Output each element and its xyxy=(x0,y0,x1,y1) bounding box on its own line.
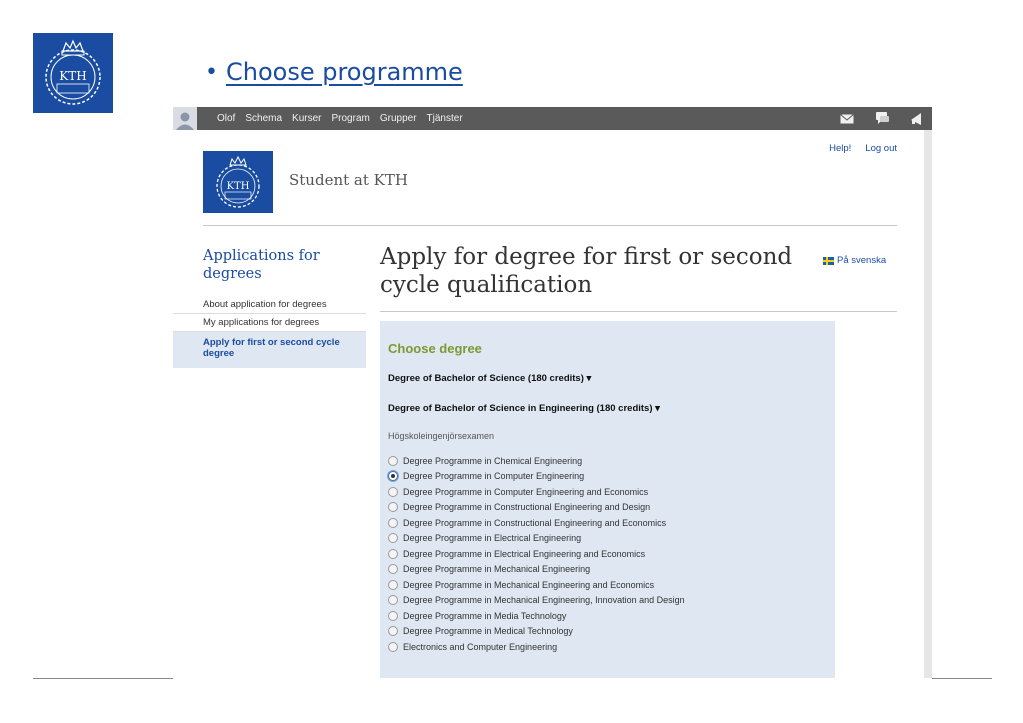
personal-menu-items xyxy=(217,113,473,124)
choose-degree-panel xyxy=(380,321,835,678)
programme-option-label: Degree Programme in Constructional Engineering and Economics xyxy=(403,517,667,528)
programme-option-label: Degree Programme in Electrical Engineering xyxy=(403,533,582,544)
radio-button[interactable] xyxy=(388,580,398,590)
radio-button[interactable] xyxy=(388,564,398,574)
header-links xyxy=(815,143,897,154)
programme-option-label: Degree Programme in Mechanical Engineering and Economics xyxy=(403,579,655,590)
radio-button[interactable] xyxy=(388,549,398,559)
browser-screenshot xyxy=(173,107,932,678)
programme-option[interactable] xyxy=(388,515,685,531)
radio-button[interactable] xyxy=(388,611,398,621)
sidebar-item-about[interactable]: About application for degrees xyxy=(173,296,366,314)
programme-option-label: Degree Programme in Mechanical Engineering xyxy=(403,564,591,575)
radio-button[interactable] xyxy=(388,502,398,512)
programme-option-label: Degree Programme in Computer Engineering and Economics xyxy=(403,486,649,497)
notifications-icon[interactable] xyxy=(908,112,926,126)
svg-text:KTH: KTH xyxy=(59,69,87,83)
page-title: Apply for degree for first or second cycle qualification xyxy=(380,244,793,298)
mail-icon[interactable] xyxy=(838,112,856,126)
programme-option[interactable] xyxy=(388,639,685,655)
programme-option[interactable] xyxy=(388,484,685,500)
programme-option[interactable] xyxy=(388,546,685,562)
radio-button[interactable] xyxy=(388,456,398,466)
kth-logo xyxy=(33,33,113,113)
programme-options xyxy=(388,453,685,655)
programme-option-label: Degree Programme in Medical Technology xyxy=(403,626,573,637)
degree-bachelor-science-toggle[interactable]: Degree of Bachelor of Science (180 credits) ▾ xyxy=(388,373,592,384)
programme-option[interactable] xyxy=(388,531,685,547)
footer-rule-left xyxy=(33,678,173,679)
radio-button[interactable] xyxy=(388,533,398,543)
menu-item-olof[interactable]: Olof xyxy=(217,113,236,124)
menu-item-grupper[interactable]: Grupper xyxy=(379,113,417,124)
programme-option[interactable] xyxy=(388,469,685,485)
personal-menu-bar xyxy=(173,107,932,130)
site-title: Student at KTH xyxy=(289,171,408,189)
programme-option[interactable] xyxy=(388,608,685,624)
radio-button[interactable] xyxy=(388,471,398,481)
programme-option-label: Electronics and Computer Engineering xyxy=(403,641,558,652)
programme-option-label: Degree Programme in Electrical Engineering and Economics xyxy=(403,548,646,559)
programme-option[interactable] xyxy=(388,562,685,578)
sidebar-item-apply[interactable]: Apply for first or second cycle degree xyxy=(173,332,366,368)
programme-option-label: Degree Programme in Media Technology xyxy=(403,610,567,621)
topbar-icons xyxy=(821,107,926,130)
programme-option-label: Degree Programme in Mechanical Engineering, Innovation and Design xyxy=(403,595,685,606)
site-kth-logo[interactable] xyxy=(203,151,273,213)
programme-option[interactable] xyxy=(388,593,685,609)
title-divider xyxy=(380,311,897,312)
slide-title-row xyxy=(205,58,463,86)
degree-subtitle: Högskoleingenjörsexamen xyxy=(388,431,495,441)
programme-option[interactable] xyxy=(388,624,685,640)
chat-icon[interactable] xyxy=(873,112,891,126)
footer-rule-right xyxy=(932,678,992,679)
programme-option[interactable] xyxy=(388,577,685,593)
language-link-label: På svenska xyxy=(837,255,887,266)
sidebar-item-my-applications[interactable]: My applications for degrees xyxy=(173,314,366,332)
help-link[interactable]: Help! xyxy=(829,143,852,154)
programme-option-label: Degree Programme in Chemical Engineering xyxy=(403,455,583,466)
programme-option[interactable] xyxy=(388,500,685,516)
bullet: • xyxy=(205,59,218,85)
logout-link[interactable]: Log out xyxy=(865,143,897,154)
menu-item-schema[interactable]: Schema xyxy=(245,113,283,124)
panel-heading: Choose degree xyxy=(388,341,482,356)
programme-option-label: Degree Programme in Constructional Engineering and Design xyxy=(403,502,651,513)
sidebar-nav xyxy=(173,296,366,368)
radio-button[interactable] xyxy=(388,626,398,636)
swedish-flag-icon xyxy=(823,257,834,265)
programme-option-label: Degree Programme in Computer Engineering xyxy=(403,471,585,482)
radio-button[interactable] xyxy=(388,595,398,605)
sidebar-heading[interactable]: Applications for degrees xyxy=(203,248,320,282)
radio-button[interactable] xyxy=(388,518,398,528)
radio-button[interactable] xyxy=(388,487,398,497)
menu-item-kurser[interactable]: Kurser xyxy=(292,113,322,124)
programme-option[interactable] xyxy=(388,453,685,469)
menu-item-program[interactable]: Program xyxy=(331,113,370,124)
header-divider xyxy=(203,225,897,226)
language-link[interactable] xyxy=(823,255,886,266)
avatar[interactable] xyxy=(173,107,197,130)
svg-text:KTH: KTH xyxy=(226,181,250,192)
radio-button[interactable] xyxy=(388,642,398,652)
scrollbar[interactable] xyxy=(924,130,932,678)
menu-item-tjanster[interactable]: Tjänster xyxy=(426,113,463,124)
slide-title[interactable]: Choose programme xyxy=(225,58,463,86)
degree-bachelor-engineering-toggle[interactable]: Degree of Bachelor of Science in Engineering (180 credits) ▾ xyxy=(388,403,660,414)
